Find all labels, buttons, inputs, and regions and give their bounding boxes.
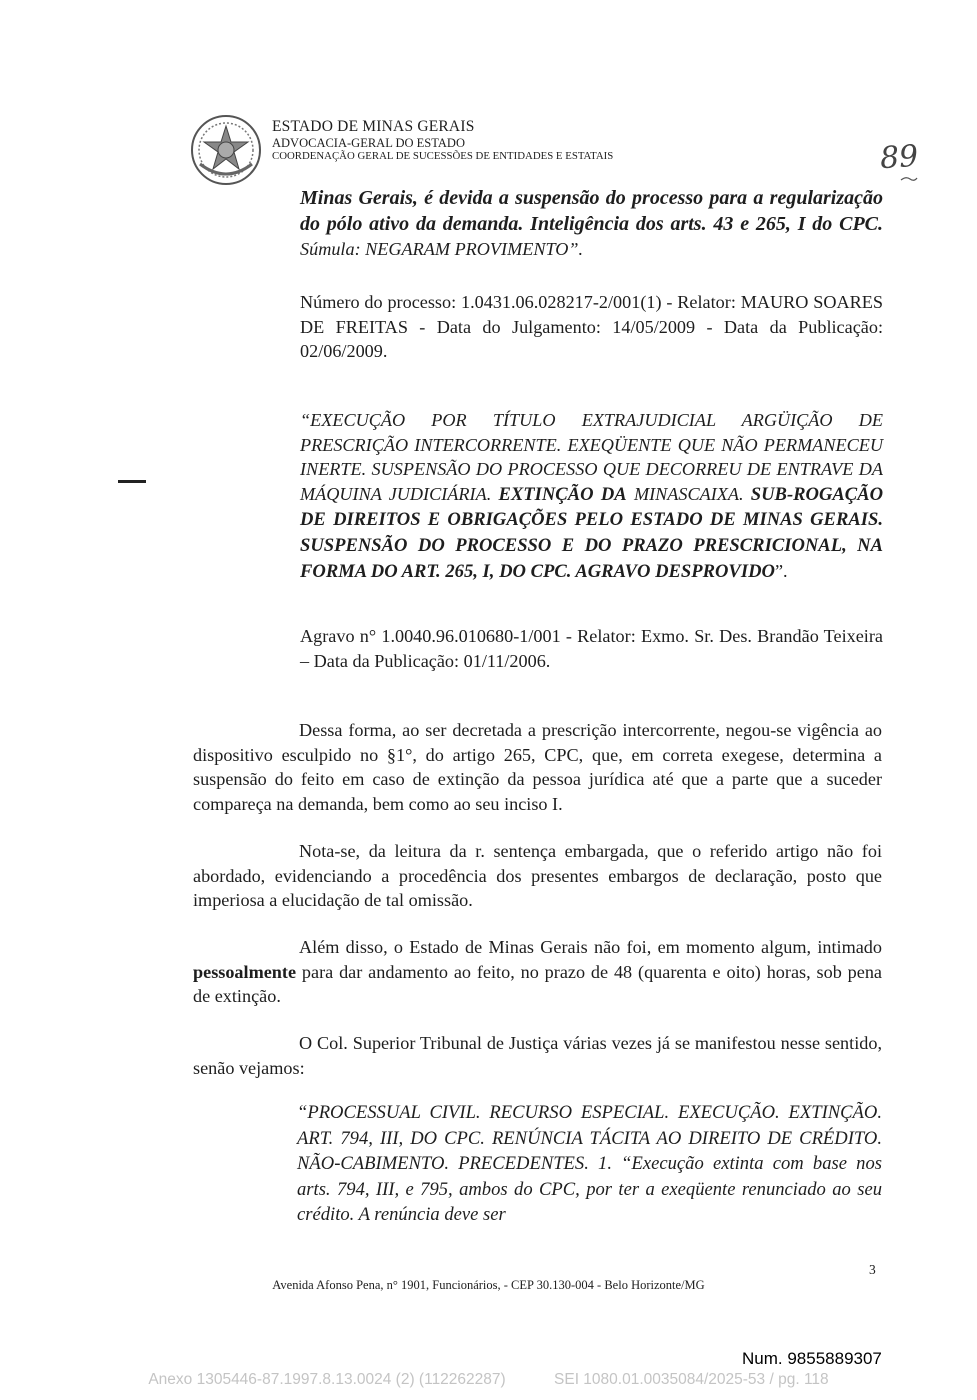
annex-stamp-sei: SEI 1080.01.0035084/2025-53 / pg. 118: [554, 1371, 829, 1388]
paragraph-4-text: O Col. Superior Tribunal de Justiça várias vezes já se manifestou nesse sentido, senão vejamos:: [193, 1033, 882, 1078]
paragraph-2-text: Nota-se, da leitura da r. sentença embargada, que o referido artigo não foi abordado, evidenciando a procedência dos presentes embargos de declaração, posto que imperiosa a elucidação de tal omissão.: [193, 841, 882, 911]
quote3-text: “PROCESSUAL CIVIL. RECURSO ESPECIAL. EXECUÇÃO. EXTINÇÃO. ART. 794, III, DO CPC. RENÚNCIA TÁCITA AO DIREITO DE CRÉDITO. NÃO-CABIMENTO. PRECEDENTES. 1. “Execução extinta com base nos arts. 794, III, e 795, ambos do CPC, por ter a exeqüente renunciado ao seu crédito. A renúncia deve ser: [297, 1102, 882, 1225]
letterhead: [272, 118, 613, 163]
paragraph-1: [193, 718, 882, 817]
paragraph-4: [193, 1031, 882, 1080]
paragraph-3-after: para dar andamento ao feito, no prazo de 48 (quarenta e oito) horas, sob pena de extinção.: [193, 961, 882, 1007]
quote-block-3: [297, 1100, 882, 1228]
annex-stamp-annex: Anexo 1305446-87.1997.8.13.0024 (2) (112262287): [148, 1371, 506, 1388]
letterhead-agency: ADVOCACIA-GERAL DO ESTADO: [272, 135, 465, 150]
quote-block-2: [300, 408, 883, 584]
quote1-summary: Súmula: NEGARAM PROVIMENTO”.: [300, 239, 584, 259]
citation1-text: Número do processo: 1.0431.06.028217-2/001(1) - Relator: MAURO SOARES DE FREITAS - Data do Julgamento: 14/05/2009 - Data da Publicação: 02/06/2009.: [300, 292, 883, 362]
annex-stamp: [0, 1371, 977, 1389]
quote2-tail: ”.: [774, 560, 788, 581]
letterhead-department: COORDENAÇÃO GERAL DE SUCESSÕES DE ENTIDADES E ESTATAIS: [272, 150, 614, 163]
citation-2: [300, 624, 883, 673]
quote2-bold-1: EXTINÇÃO DA: [498, 483, 627, 505]
quote-block-1: [300, 186, 883, 262]
handwritten-page-mark: 89: [878, 138, 920, 177]
paragraph-1-text: Dessa forma, ao ser decretada a prescrição intercorrente, negou-se vigência ao dispositivo esculpido no §1°, do artigo 265, CPC, que, em correta exegese, determina a suspensão do feito em caso de extinção da pessoa jurídica até que a parte que a suceder compareça na demanda, bem como ao seu inciso I.: [193, 720, 882, 815]
citation-1: [300, 290, 883, 364]
coat-of-arms-seal-icon: [190, 114, 262, 186]
quote2-italic: “EXECUÇÃO POR TÍTULO EXTRAJUDICIAL ARGÜIÇÃO DE PRESCRIÇÃO INTERCORRENTE. EXEQÜENTE QUE NÃO PERMANECEU INERTE. SUSPENSÃO DO PROCESSO QUE DECORREU DE ENTRAVE DA MÁQUINA JUDICIÁRIA.: [300, 410, 883, 504]
quote1-bold: Minas Gerais, é devida a suspensão do processo para a regularização do pólo ativo da demanda. Inteligência dos arts. 43 e 265, I do CPC.: [300, 187, 883, 235]
paragraph-3-bold: pessoalmente: [193, 961, 297, 982]
letterhead-state: ESTADO DE MINAS GERAIS: [272, 118, 475, 135]
footer-address: Avenida Afonso Pena, n° 1901, Funcionários, - CEP 30.130-004 - Belo Horizonte/MG: [272, 1278, 705, 1292]
paragraph-2: [193, 839, 882, 913]
handwritten-underline-icon: [900, 176, 918, 182]
quote2-italic-2: MINASCAIXA.: [633, 483, 744, 504]
paragraph-3: [193, 935, 882, 1009]
citation2-text: Agravo n° 1.0040.96.010680-1/001 - Relator: Exmo. Sr. Des. Brandão Teixeira – Data da Publicação: 01/11/2006.: [300, 626, 883, 671]
quote2-bold-2: SUB-ROGAÇÃO DE DIREITOS E OBRIGAÇÕES PELO ESTADO DE MINAS GERAIS. SUSPENSÃO DO PROCESSO E DO PRAZO PRESCRICIONAL, NA FORMA DO ART. 265, I, DO CPC. AGRAVO DESPROVIDO: [300, 483, 884, 582]
paragraph-3-before: Além disso, o Estado de Minas Gerais não foi, em momento algum, intimado: [299, 937, 882, 957]
document-number: Num. 9855889307: [742, 1349, 882, 1368]
page-number: 3: [869, 1262, 876, 1277]
margin-dash: [118, 480, 146, 483]
